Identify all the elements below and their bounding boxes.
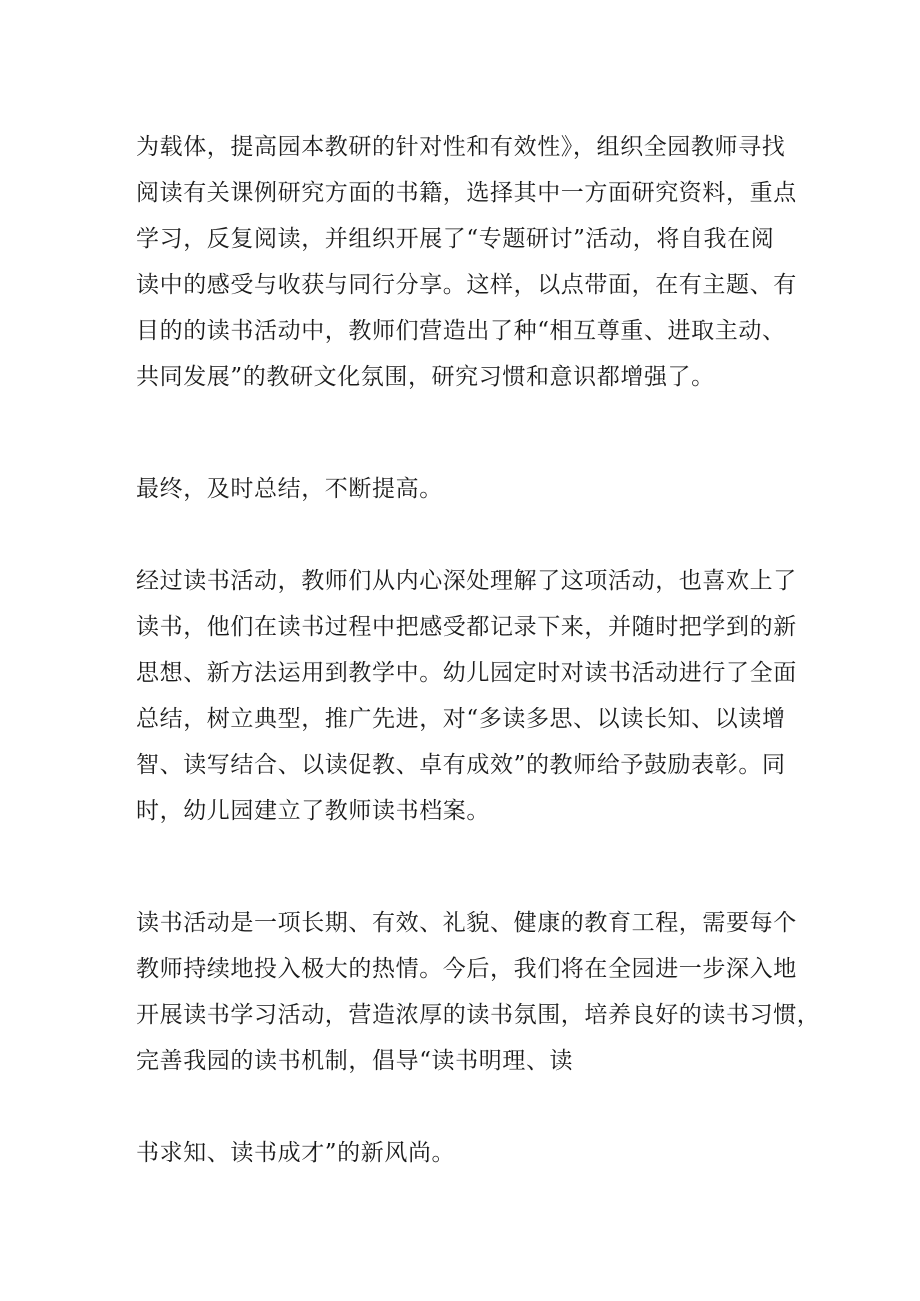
paragraph-3 (136, 558, 796, 834)
text-line: 开展读书学习活动，营造浓厚的读书氛围，培养良好的读书习惯， (136, 1002, 821, 1028)
text-line: 教师持续地投入极大的热情。今后，我们将在全园进一步深入地 (136, 956, 797, 982)
text-line: 阅读有关课例研究方面的书籍，选择其中一方面研究资料，重点 (136, 180, 797, 206)
text-line: 读中的感受与收获与同行分享。这样，以点带面，在有主题、有 (136, 272, 797, 298)
paragraph-4 (136, 900, 821, 1084)
text-line: 智、读写结合、以读促教、卓有成效”的教师给予鼓励表彰。同 (136, 752, 786, 778)
text-line: 读书，他们在读书过程中把感受都记录下来，并随时把学到的新 (136, 614, 797, 640)
text-line: 最终，及时总结，不断提高。 (136, 476, 443, 502)
text-line: 总结，树立典型，推广先进，对“多读多思、以读长知、以读增 (136, 706, 786, 732)
text-line: 经过读书活动，教师们从内心深处理解了这项活动，也喜欢上了 (136, 568, 797, 594)
text-line: 时，幼儿园建立了教师读书档案。 (136, 798, 490, 824)
text-line: 共同发展”的教研文化氛围，研究习惯和意识都增强了。 (136, 364, 715, 390)
text-line: 为载体，提高园本教研的针对性和有效性》，组织全园教师寻找 (136, 134, 786, 160)
text-line: 完善我园的读书机制，倡导“读书明理、读 (136, 1048, 574, 1074)
text-line: 读书活动是一项长期、有效、礼貌、健康的教育工程，需要每个 (136, 910, 797, 936)
text-line: 目的的读书活动中，教师们营造出了种“相互尊重、进取主动、 (136, 318, 786, 344)
text-line: 学习，反复阅读，并组织开展了“专题研讨”活动，将自我在阅 (136, 226, 775, 252)
paragraph-1 (136, 124, 796, 400)
paragraph-5 (136, 1130, 796, 1176)
paragraph-2 (136, 466, 796, 512)
text-line: 思想、新方法运用到教学中。幼儿园定时对读书活动进行了全面 (136, 660, 797, 686)
text-line: 书求知、读书成才”的新风尚。 (136, 1140, 456, 1166)
